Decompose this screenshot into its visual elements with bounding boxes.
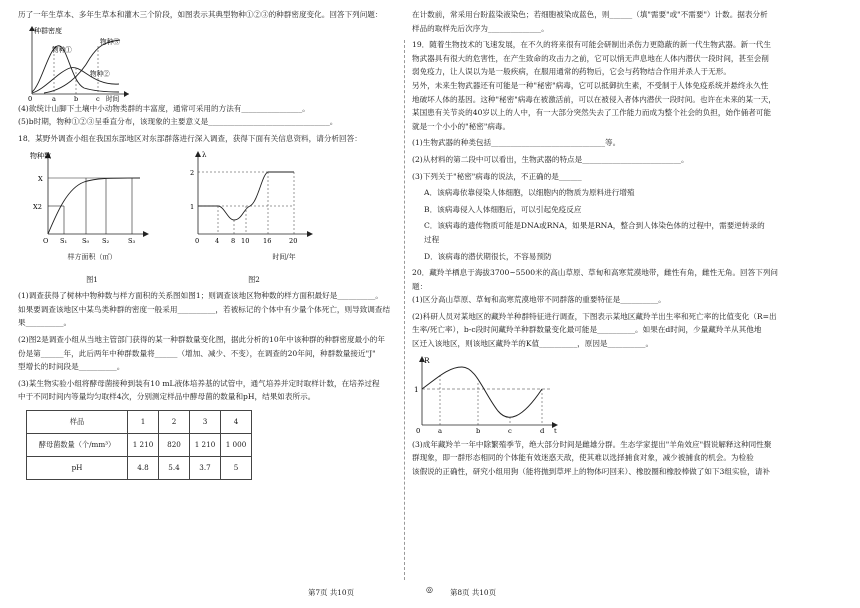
fig2-caption: 图1	[86, 274, 98, 284]
q18-sub1-line2: 如果要调查该地区中某鸟类种群的密度一般采用__________，若被标记的个体中有少量个体死亡，则导致调查结	[18, 304, 391, 314]
q19-line2: 物武器具有很大的危害性，在产生致命的攻击力之前，它可以悄无声息地在人体内潜伏一段时间，甚至会削	[412, 53, 769, 63]
fig2-xtick-s2: S₂	[102, 237, 110, 246]
table-header-cell: 4	[221, 410, 252, 433]
q19-sub1: (1)生物武器的种类包括______________________________等。	[412, 138, 621, 148]
fig3-xtick-4: 4	[215, 237, 220, 246]
q17-intro: 历了一年生草本、多年生草本和灌木三个阶段，如图表示其典型物种①②③的种群密度变化。回答下列问题：	[18, 10, 383, 19]
x-axis-arrow	[124, 91, 129, 97]
yeast-table	[26, 410, 252, 480]
q18-sub2-line3: 型增长的时间段是__________。	[18, 362, 125, 372]
fig4-xtick-b: b	[476, 426, 481, 435]
fig4-xtick-d: d	[540, 426, 545, 435]
fig1-ylabel: 种群密度	[34, 26, 62, 35]
left-column	[18, 8, 413, 480]
footer-page-left: 第7页 共10页	[308, 588, 355, 597]
fig3-xlabel: 时间/年	[272, 252, 296, 261]
option-d: D．该病毒的潜伏期很长，不容易预防	[424, 251, 552, 261]
x-axis-arrow	[307, 231, 313, 237]
q20-sub2-line3: 区迁入该地区，则该地区藏羚羊的K值__________，原因是__________。	[412, 339, 654, 349]
right-column	[412, 8, 807, 478]
fig-species-area	[28, 148, 156, 286]
fig2-ytick-x2: X2	[33, 203, 42, 212]
fig3-xtick-20: 20	[289, 237, 298, 246]
fig2-xlabel: 样方面积（㎡）	[67, 252, 117, 261]
q18-cont-line2: 样品的取样先后次序为______________。	[412, 23, 549, 33]
fig3-xtick-10: 10	[241, 237, 250, 246]
table-header-row	[27, 410, 252, 433]
fig1-xtick-a: a	[52, 94, 56, 102]
y-axis-arrow	[195, 151, 201, 157]
lambda-curve	[198, 172, 294, 220]
fig4-xtick-0: 0	[416, 426, 421, 435]
q20-sub3-line3: 该假说的正确性，研究小组用狗（能将抛到草坪上的物体叼回来）、橡胶圈和橡胶棒做了如下3组实验，请补	[412, 466, 770, 476]
q18-sub1-line3: 果__________。	[18, 318, 72, 328]
q18-stem: 18．某野外调查小组在我国东部地区对东部群落进行深入调查，获得下面有关信息资料，请分析回答：	[18, 133, 362, 143]
fig4-ylabel: R	[424, 355, 430, 365]
q17-sub5: (5)b时期，物种①②③呈垂直分布，该现象的主要意义是________________________________。	[18, 117, 338, 127]
fig1-xlabel: 时间	[106, 94, 120, 102]
series-2-label: 物种②	[90, 69, 110, 78]
fig1-xtick-c: c	[96, 94, 100, 102]
q20-sub3-line2: 群现象，即一群形态相同的个体能有效迷惑天敌，使其难以选择捕食对象，减少被捕食的机会。为检验	[412, 453, 754, 463]
fig1-xtick-b: b	[74, 94, 79, 102]
q20-sub2-line1: (2)科研人员对某地区的藏羚羊种群特征进行调查，下图表示某地区藏羚羊出生率和死亡率的比值变化（R=出	[412, 311, 777, 321]
species-area-chart	[28, 148, 156, 248]
q19-line1: 19．随着生物技术的飞速发展，在不久的将来很有可能会研制出杀伤力更隐蔽的新一代生物武器。新一代生	[412, 40, 771, 50]
table-header-cell: 样品	[27, 410, 128, 433]
fig3-caption: 图2	[248, 274, 260, 284]
table-row	[27, 433, 252, 456]
table-cell: 1 210	[190, 433, 221, 456]
q18-sub1-line1: (1)调查获得了树林中物种数与样方面积的关系图如图1；则调查该地区物种数的样方面积最好是__________。	[18, 291, 383, 301]
option-c-line2: 过程	[424, 234, 440, 244]
fig3-xtick-8: 8	[231, 237, 236, 246]
option-b: B．该病毒侵入人体细胞后，可以引起免疫反应	[424, 204, 582, 214]
q19-sub3: (3)下列关于"秘密"病毒的说法，不正确的是______	[412, 171, 582, 181]
footer-page-right: 第8页 共10页	[450, 588, 497, 597]
fig2-xtick-s0: S₀	[82, 237, 90, 246]
fig3-xtick-0: 0	[195, 237, 200, 246]
table-cell: 820	[159, 433, 190, 456]
q20-line1: 20．藏羚羊栖息于海拔3700~5500米的高山草原、草甸和高寒荒漠地带，雌性有角，雌性无角。回答下列问	[412, 268, 779, 278]
fig3-ylabel: λ	[202, 151, 207, 160]
q19-line4: 另外，未来生物武器还有可能是一种"秘密"病毒，它可以抵御抗生素，不受制于人体免疫系统并悬终永久性	[412, 80, 769, 90]
table-cell: 5	[221, 456, 252, 479]
fig-lambda	[184, 148, 324, 286]
fig3-ytick-2: 2	[190, 169, 195, 178]
fig4-ytick-1: 1	[414, 384, 419, 394]
table-cell: 3.7	[190, 456, 221, 479]
fig1-xtick-0: 0	[28, 94, 33, 102]
fig2-xtick-s1: S₁	[60, 237, 68, 246]
option-a: A．该病毒依靠侵染人体细胞，以细胞内的物质为原料进行增殖	[424, 188, 635, 198]
birth-death-ratio-chart	[412, 353, 562, 435]
q19-line7: 就是一个小小的"秘密"病毒。	[412, 121, 511, 131]
table-header-cell: 3	[190, 410, 221, 433]
table-cell: pH	[27, 456, 128, 479]
footer-separator: ◎	[426, 585, 433, 594]
q20-sub3-line1: (3)成年藏羚羊一年中除繁殖季节，绝大部分时间是雌雄分群。生态学家提出"羊角效应"假说解释这种同性聚	[412, 439, 772, 449]
table-cell: 1 000	[221, 433, 252, 456]
q18-sub2-line2: 份是第______年，此后两年中种群数量将______（增加、减少、不变），在调查的20年间，种群数量接近"J"	[18, 348, 376, 358]
q19-line6: 某国患有关节炎的40岁以上的人中，有一大部分突然失去了工作能力而成为整个社会的负担，始作俑者可能	[412, 108, 771, 118]
q20-line2: 题：	[412, 281, 428, 291]
series-3-label: 物种③	[100, 37, 120, 46]
q17-sub4: (4)欲统计山脚下土壤中小动物类群的丰富度，通常可采用的方法有________________。	[18, 103, 310, 113]
fig2-xtick-s3: S₃	[128, 237, 136, 246]
table-cell: 4.8	[128, 456, 159, 479]
fig3-xtick-16: 16	[263, 237, 272, 246]
series-1-label: 物种①	[52, 45, 72, 54]
q19-line3: 弱免疫力，让人误以为是一般疾病，在服用通常的药物后，它会与药物结合作用并杀人于无形。	[412, 67, 731, 77]
table-header-cell: 1	[128, 410, 159, 433]
species-density-chart	[24, 24, 134, 102]
table-cell: 5.4	[159, 456, 190, 479]
q18-figures	[28, 148, 413, 286]
q20-sub2-line2: 生率/死亡率），b-c段时间藏羚羊种群数量变化最可能是__________。如果在d时间，少量藏羚羊从其他地	[412, 325, 762, 335]
q18-sub3-line1: (3)某生物实验小组将酵母菌接种到装有10 mL液体培养基的试管中，通气培养并定时取样计数，在培养过程	[18, 378, 380, 388]
table-header-cell: 2	[159, 410, 190, 433]
x-axis-arrow	[143, 231, 149, 237]
option-c-line1: C．该病毒的遗传物质可能是DNA或RNA，如果是RNA，整合到人体染色体的过程中，需要逆转录的	[424, 221, 765, 231]
table-cell: 酵母菌数量（个/mm³）	[27, 433, 128, 456]
fig4-xtick-c: c	[508, 426, 512, 435]
q20-sub1: (1)区分高山草原、草甸和高寒荒漠地带不同群落的重要特征是__________。	[412, 295, 666, 305]
fig4-xtick-t: t	[554, 426, 557, 435]
fig2-xtick-o: O	[43, 237, 49, 246]
fig3-ytick-1: 1	[190, 203, 195, 212]
fig2-ytick-x: X	[38, 175, 43, 184]
q19-line5: 地破坏人体的基因。这种"秘密"病毒在被激活前，可以在被侵入者体内潜伏一段时间。也许在未来的某一天，	[412, 94, 776, 104]
q18-sub3-line2: 中于不同时间内等量均匀取样4次，分别测定样品中酵母菌的数量和pH，结果如表所示。	[18, 392, 316, 402]
q18-sub2-line1: (2)图2是调查小组从当地主管部门获得的某一种群数量变化图，据此分析的10年中该种群的种群密度最小的年	[18, 334, 385, 344]
lambda-chart	[184, 148, 324, 248]
table-cell: 1 210	[128, 433, 159, 456]
fig4-xtick-a: a	[438, 426, 443, 435]
q19-sub2: (2)从材料的第二段中可以看出，生物武器的特点是__________________________。	[412, 154, 689, 164]
column-divider	[404, 40, 405, 580]
fig2-ylabel: 物种数	[30, 152, 51, 161]
q18-cont-line1: 在计数前，常采用台盼蓝染液染色；若细胞被染成蓝色，则______（填"需要"或"不需要"）计数。据表分析	[412, 10, 768, 19]
table-row	[27, 456, 252, 479]
